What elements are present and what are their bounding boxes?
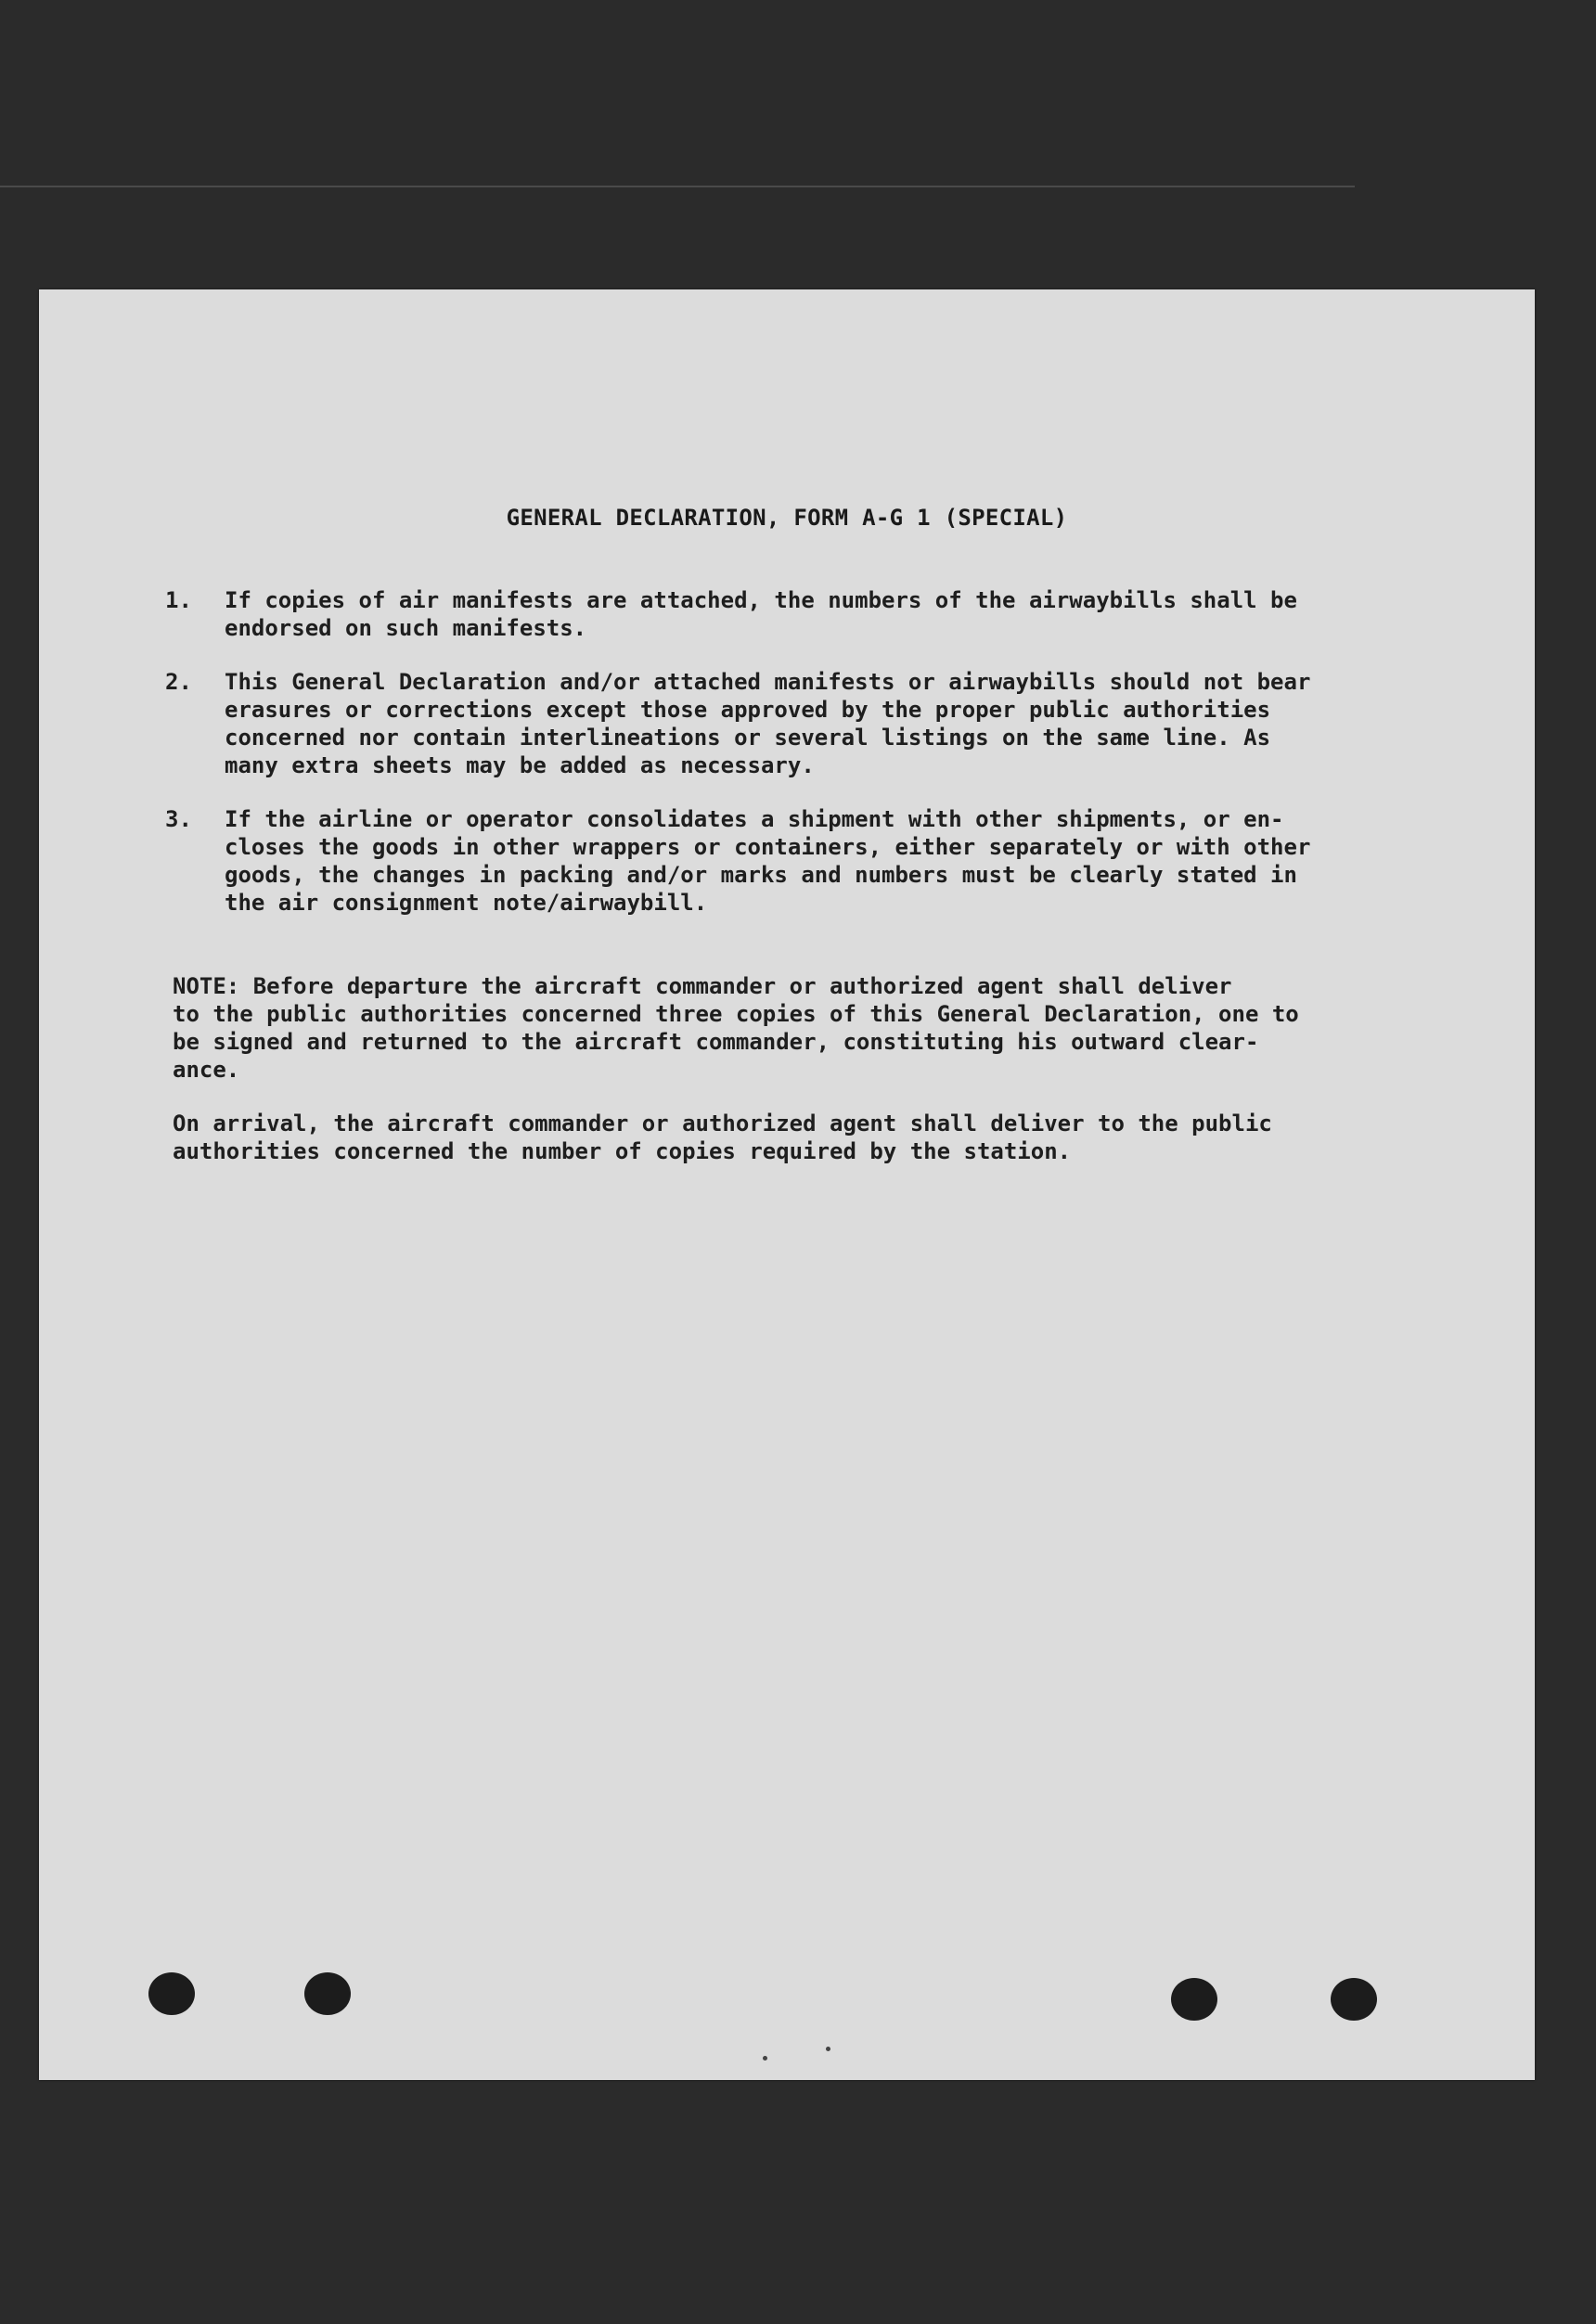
punch-hole xyxy=(304,1972,351,2015)
item-text: If the airline or operator consolidates a shipment with other shipments, or en- closes the goods in other wrappers or containers, either separately or with other goods, the changes in packing and/or marks and numbers must be clearly stated in the air consignment note/airwaybill. xyxy=(225,806,1311,916)
item-text: This General Declaration and/or attached manifests or airwaybills should not bear erasures or corrections except those approved by the proper public authorities concerned nor contain interlineations or several listings on the same line. As many extra sheets may be added as necessary. xyxy=(225,669,1311,778)
item-number: 2. xyxy=(165,669,192,695)
item-number: 1. xyxy=(165,587,192,613)
punch-hole xyxy=(148,1972,195,2015)
punch-hole xyxy=(1171,1978,1217,2021)
document-title: GENERAL DECLARATION, FORM A-G 1 (SPECIAL) xyxy=(506,505,1068,531)
item-number: 3. xyxy=(165,806,192,832)
scan-speck xyxy=(763,2056,767,2061)
arrival-paragraph: On arrival, the aircraft commander or authorized agent shall deliver to the public authorities concerned the number of copies required by the station. xyxy=(173,1111,1272,1164)
instruction-item-2 xyxy=(165,668,1446,779)
instruction-item-1 xyxy=(165,586,1446,642)
punch-hole xyxy=(1331,1978,1377,2021)
document-page xyxy=(39,289,1535,2080)
item-text: If copies of air manifests are attached, the numbers of the airwaybills shall be endorsed on such manifests. xyxy=(225,587,1297,641)
note-paragraph: NOTE: Before departure the aircraft commander or authorized agent shall deliver to the public authorities concerned three copies of this General Declaration, one to be signed and returned to the aircraft commander, constituting his outward clear- ance. xyxy=(173,973,1299,1083)
scan-speck xyxy=(826,2047,830,2051)
instruction-item-3 xyxy=(165,805,1446,917)
scanner-edge-line xyxy=(0,186,1355,187)
